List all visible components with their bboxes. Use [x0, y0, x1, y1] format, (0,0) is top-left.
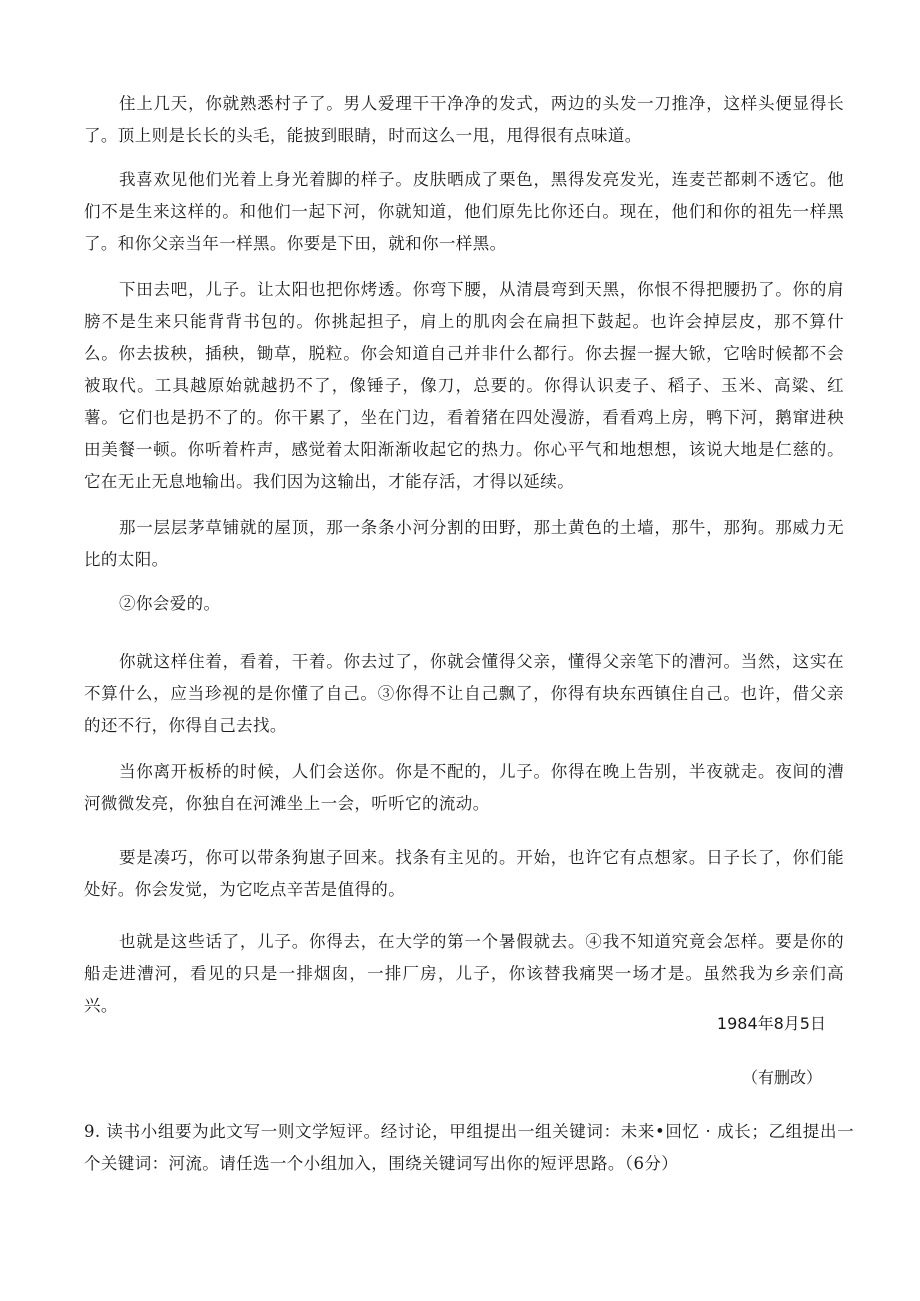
abridged-note: （有删改）: [741, 1068, 822, 1087]
paragraph-9: 也就是这些话了，儿子。你得去，在大学的第一个暑假就去。④我不知道究竟会怎样。要是你的船走进漕河，看见的只是一排烟囱，一排厂房，儿子，你该替我痛哭一场才是。虽然我为乡亲们高兴。: [84, 932, 844, 1015]
paragraph-2: 我喜欢见他们光着上身光着脚的样子。皮肤晒成了栗色，黑得发亮发光，连麦芒都刺不透它。他们不是生来这样的。和他们一起下河，你就知道，他们原先比你还白。现在，他们和你的祖先一样黑了。和你父亲当年一样黑。你要是下田，就和你一样黑。: [84, 170, 844, 253]
paragraph-7: 当你离开板桥的时候，人们会送你。你是不配的，儿子。你得在晚上告别，半夜就走。夜间的漕河微微发亮，你独自在河滩坐上一会，听听它的流动。: [84, 762, 844, 813]
paragraph-1: 住上几天，你就熟悉村子了。男人爱理干干净净的发式，两边的头发一刀推净，这样头便显得长了。顶上则是长长的头毛，能披到眼睛，时而这么一甩，甩得很有点味道。: [84, 94, 844, 145]
letter-date: 1984年8月5日: [716, 1014, 826, 1033]
question-9: 9. 读书小组要为此文写一则文学短评。经讨论，甲组提出一组关键词：未来•回忆 · 成长；乙组提出一个关键词：河流。请任选一个小组加入，围绕关键词写出你的短评思路。（6分）: [84, 1122, 854, 1173]
paragraph-6: 你就这样住着，看着，干着。你去过了，你就会懂得父亲，懂得父亲笔下的漕河。当然，这实在不算什么，应当珍视的是你懂了自己。③你得不让自己飘了，你得有块东西镇住自己。也许，借父亲的还不行，你得自己去找。: [84, 652, 844, 735]
paragraph-5: ②你会爱的。: [119, 594, 221, 613]
paragraph-4: 那一层层茅草铺就的屋顶，那一条条小河分割的田野，那土黄色的土墙，那牛，那狗。那威力无比的太阳。: [84, 518, 844, 569]
paragraph-8: 要是凑巧，你可以带条狗崽子回来。找条有主见的。开始，也许它有点想家。日子长了，你们能处好。你会发觉，为它吃点辛苦是值得的。: [84, 848, 844, 899]
paragraph-3: 下田去吧，儿子。让太阳也把你烤透。你弯下腰，从清晨弯到天黑，你恨不得把腰扔了。你的肩膀不是生来只能背背书包的。你挑起担子，肩上的肌肉会在扁担下鼓起。也许会掉层皮，那不算什么。你去拔秧，插秧，锄草，脱粒。你会知道自己并非什么都行。你去握一握大锨，它啥时候都不会被取代。工具越原始就越扔不了，像锤子，像刀，总要的。你得认识麦子、稻子、玉米、高粱、红薯。它们也是扔不了的。你干累了，坐在门边，看着猪在四处漫游，看看鸡上房，鸭下河，鹅窜进秧田美餐一顿。你听着杵声，感觉着太阳渐渐收起它的热力。你心平气和地想想，该说大地是仁慈的。它在无止无息地输出。我们因为这输出，才能存活，才得以延续。: [84, 280, 844, 491]
